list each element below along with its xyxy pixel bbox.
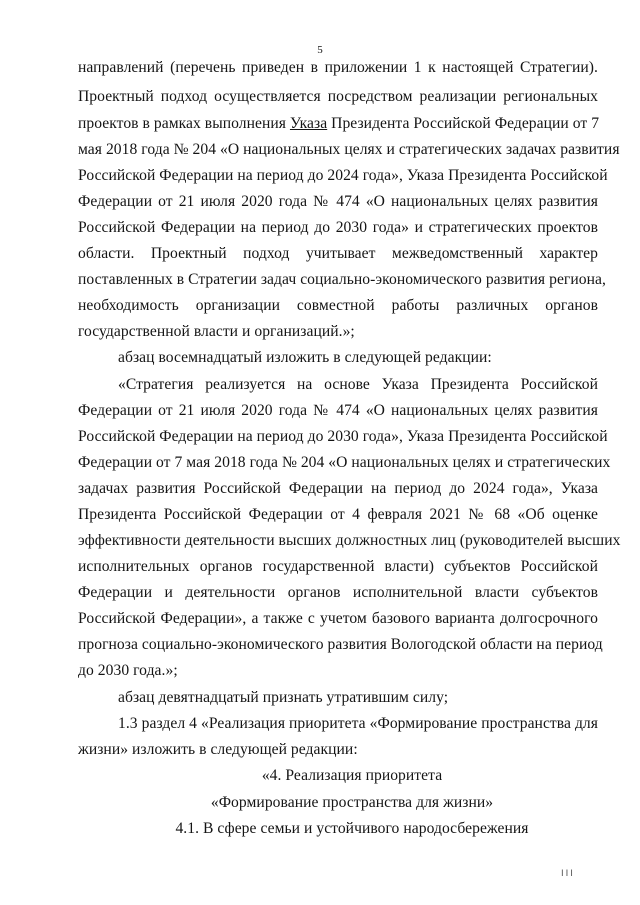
section-title: «Формирование пространства для жизни» (210, 794, 494, 811)
text-segment: проектов в рамках выполнения (78, 115, 290, 132)
text-line: Проектный подход осуществляется посредством реализации региональных (78, 88, 598, 105)
text-line: Российской Федерации на период до 2030 года», Указа Президента Российской (78, 428, 608, 445)
text-line-with-link (78, 114, 598, 134)
text-line: мая 2018 года № 204 «О национальных целях и стратегических задачах развития (78, 141, 620, 158)
paragraph-heading: абзац девятнадцатый признать утратившим силу; (118, 689, 449, 706)
text-line: поставленных в Стратегии задач социально-экономического развития региона, (78, 271, 606, 288)
text-line: «Стратегия реализуется на основе Указа Президента Российской (118, 376, 598, 393)
text-line: Федерации от 7 мая 2018 года № 204 «О национальных целях и стратегических (78, 454, 611, 471)
decree-link[interactable]: Указа (289, 115, 328, 132)
subsection-title: 4.1. В сфере семьи и устойчивого народосбережения (175, 820, 529, 837)
text-line: до 2030 года.»; (78, 662, 178, 679)
paragraph-heading: абзац восемнадцатый изложить в следующей редакции: (118, 349, 492, 366)
text-line: исполнительных органов государственной власти) субъектов Российской (78, 558, 598, 575)
text-line: области. Проектный подход учитывает межведомственный характер (78, 245, 598, 262)
section-title: «4. Реализация приоритета (261, 767, 443, 784)
text-segment: Президента Российской Федерации от 7 (327, 115, 600, 132)
text-line: Федерации от 21 июля 2020 года № 474 «О национальных целях развития (78, 402, 598, 419)
text-line: Федерации от 21 июля 2020 года № 474 «О национальных целях развития (78, 193, 598, 210)
text-line: Российской Федерации на период до 2030 года» и стратегических проектов (78, 219, 598, 236)
text-line: задачах развития Российской Федерации на период до 2024 года», Указа (78, 480, 598, 497)
text-line: государственной власти и организаций.»; (78, 323, 355, 340)
page-number: 5 (317, 44, 323, 56)
text-line: Президента Российской Федерации от 4 февраля 2021 № 68 «Об оценке (78, 506, 598, 523)
text-line: жизни» изложить в следующей редакции: (78, 741, 358, 758)
text-line: Российской Федерации на период до 2024 года», Указа Президента Российской (78, 167, 608, 184)
text-line: необходимость организации совместной работы различных органов (78, 297, 598, 314)
text-line: Федерации и деятельности органов исполнительной власти субъектов (78, 584, 598, 601)
text-line: Российской Федерации», а также с учетом базового варианта долгосрочного (78, 610, 598, 627)
text-line: 1.3 раздел 4 «Реализация приоритета «Формирование пространства для (118, 715, 598, 732)
footer-mark: III (561, 869, 575, 879)
text-line: эффективности деятельности высших должностных лиц (руководителей высших (78, 532, 621, 549)
text-line: направлений (перечень приведен в приложении 1 к настоящей Стратегии). (78, 59, 598, 76)
text-line: прогноза социально-экономического развития Вологодской области на период (78, 636, 603, 653)
